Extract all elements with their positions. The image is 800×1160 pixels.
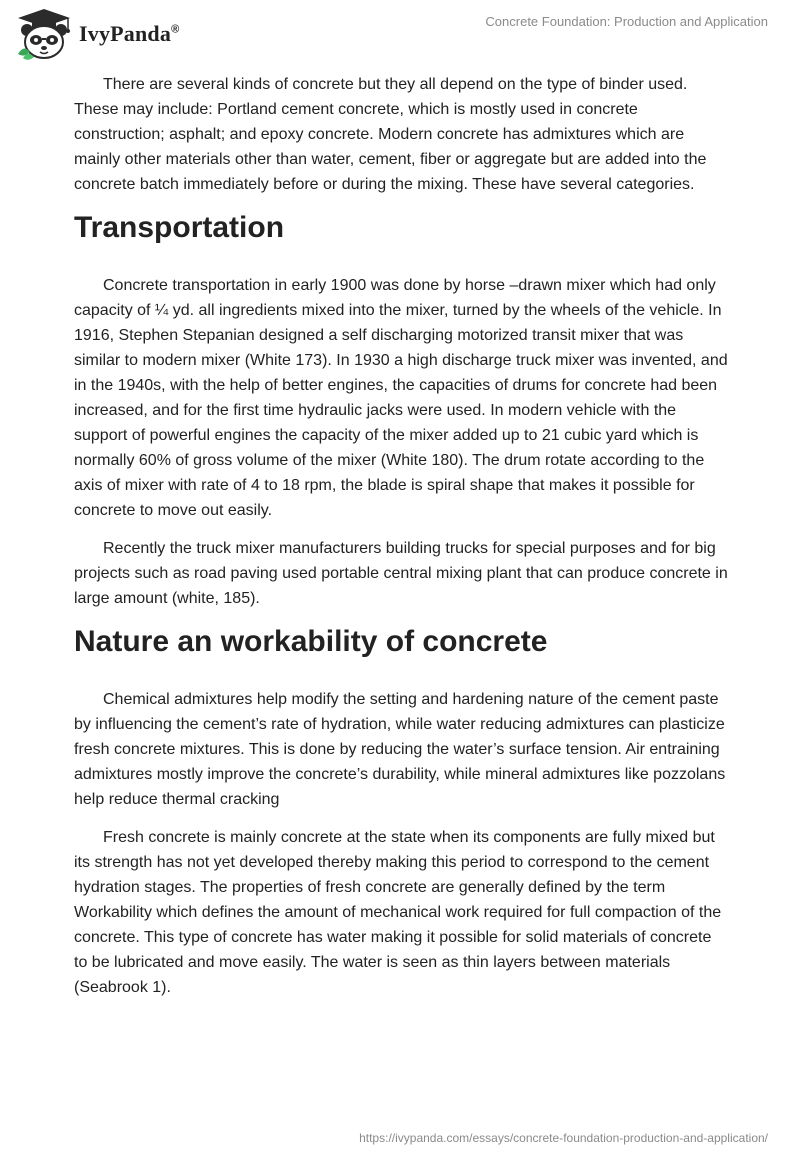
panda-logo-icon[interactable] xyxy=(14,8,74,60)
section-heading-transportation: Transportation xyxy=(74,211,285,244)
paragraph: Fresh concrete is mainly concrete at the state when its components are fully mixed but its strength has not yet developed thereby making this period to correspond to the cement hydration stages. The properties of fresh concrete are generally defined by the term Workability which defines the amount of mechanical work required for full compaction of the concrete. This type of concrete has water making it possible for solid materials of concrete to be lubricated and move easily. The water is seen as thin layers between materials (Seabrook 1). xyxy=(74,829,722,996)
registered-mark: ® xyxy=(171,23,180,36)
intro-paragraph: There are several kinds of concrete but they all depend on the type of binder used. These may include: Portland cement concrete, which is mostly used in concrete construction; asphalt; and epoxy concrete. Modern concrete has admixtures which are mainly other materials other than water, cement, fiber or aggregate but are added into the concrete batch immediately before or during the mixing. These have several categories. xyxy=(74,76,707,193)
source-url-link[interactable]: https://ivypanda.com/essays/concrete-foundation-production-and-application/ xyxy=(359,1131,768,1145)
document-title: Concrete Foundation: Production and Application xyxy=(485,14,768,29)
page-header xyxy=(0,0,800,70)
section-heading-workability: Nature an workability of concrete xyxy=(74,625,548,658)
paragraph: Recently the truck mixer manufacturers building trucks for special purposes and for big projects such as road paving used portable central mixing plant that can produce concrete in large amount (white, 185). xyxy=(74,540,728,607)
paragraph: Chemical admixtures help modify the setting and hardening nature of the cement paste by influencing the cement’s rate of hydration, while water reducing admixtures can plasticize fresh concrete mixtures. This is done by reducing the water’s surface tension. Air entraining admixtures mostly improve the concrete’s durability, while mineral admixtures like pozzolans help reduce thermal cracking xyxy=(74,691,726,808)
essay-content xyxy=(74,72,729,1013)
paragraph: Concrete transportation in early 1900 was done by horse –drawn mixer which had only capacity of ¼ yd. all ingredients mixed into the mixer, turned by the wheels of the vehicle. In 1916, Stephen Stepanian designed a self discharging motorized transit mixer that was similar to modern mixer (White 173). In 1930 a high discharge truck mixer was invented, and in the 1940s, with the help of better engines, the capacities of drums for concrete had been increased, and for the first time hydraulic jacks were used. In modern vehicle with the support of powerful engines the capacity of the mixer added up to 21 cubic yard which is normally 60% of gross volume of the mixer (White 180). The drum rotate according to the axis of mixer with rate of 4 to 18 rpm, the blade is spiral shape that makes it possible for concrete to move out easily. xyxy=(74,277,728,519)
brand-text: IvyPanda xyxy=(79,21,172,46)
brand-name[interactable] xyxy=(79,21,179,47)
